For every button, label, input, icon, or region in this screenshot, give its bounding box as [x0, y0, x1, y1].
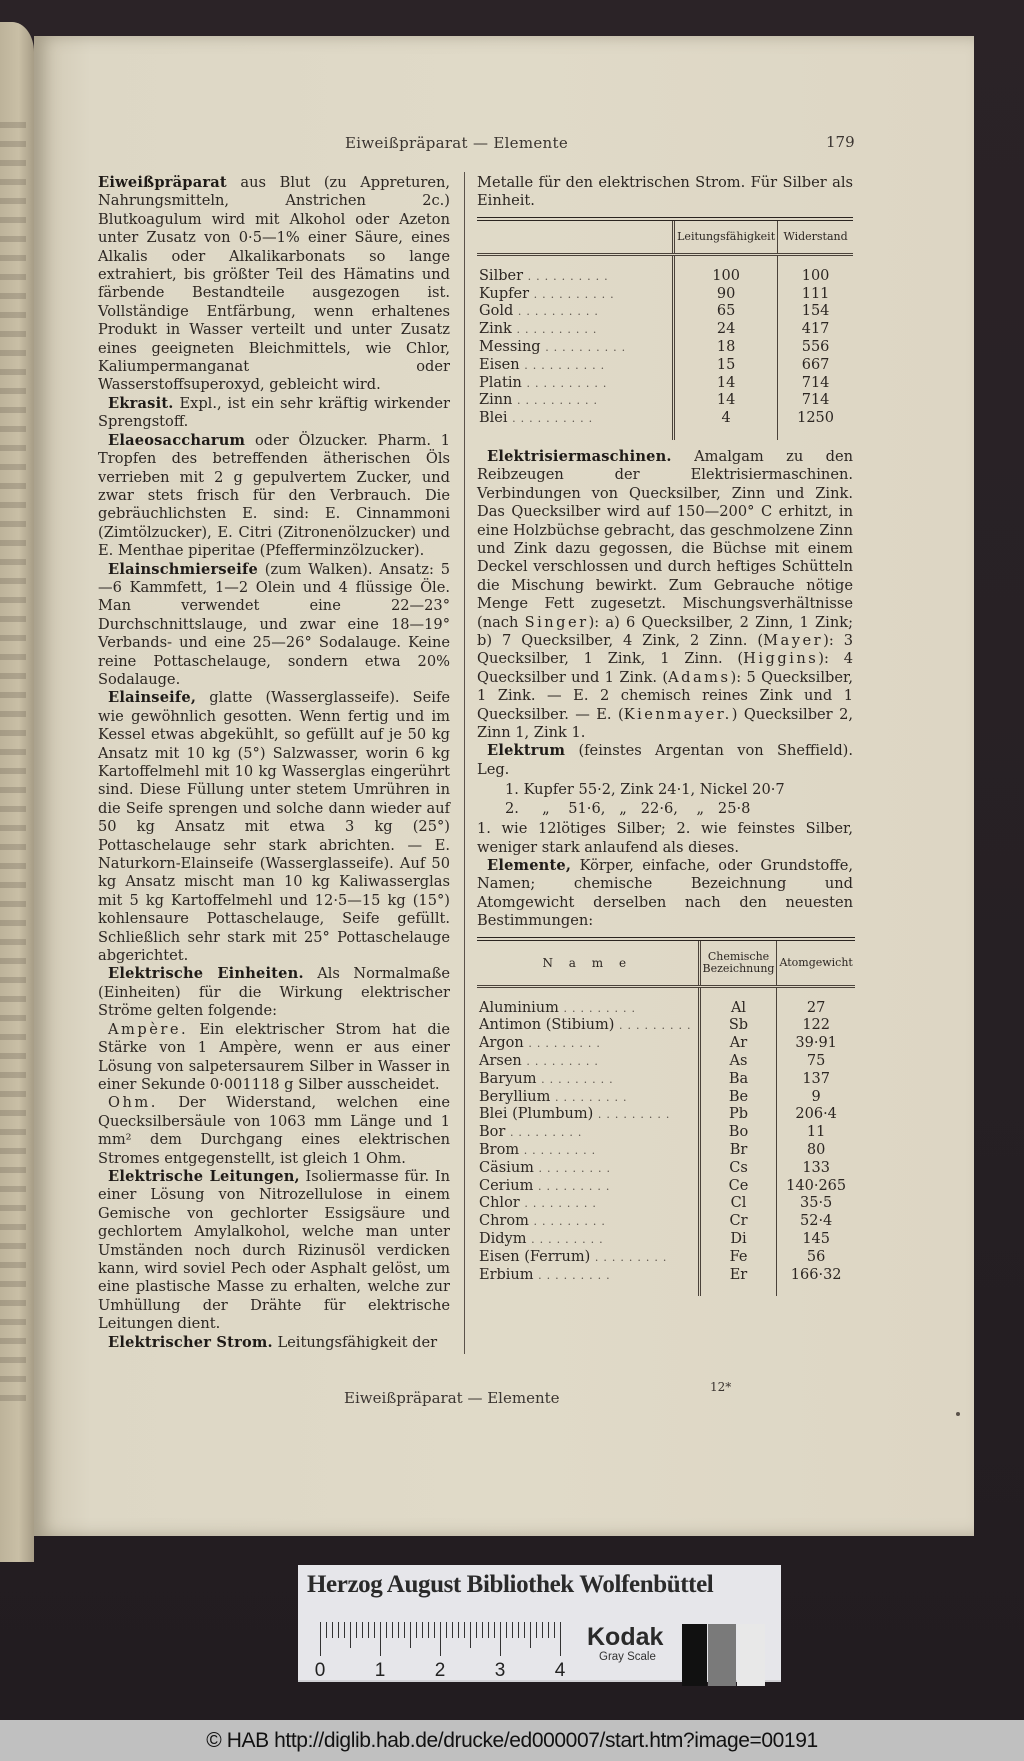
entry-text: ): 3 Quecksilber, 1 Zink, 1 Zinn. (	[477, 632, 853, 668]
metal-name: Eisen ..........	[479, 356, 610, 373]
table-row	[477, 1017, 855, 1035]
ruler-tick	[452, 1622, 453, 1638]
table-row	[477, 339, 853, 357]
table-row	[477, 1267, 855, 1297]
table-row	[477, 321, 853, 339]
entry-text: aus Blut (zu Appreturen, Nahrungsmitteln, Anstrichen 2c.) Blutkoagulum wird mit Alkohol oder Azeton unter Zusatz von 0·5—1% einer Säure, eines Alkalis oder Alkalikarbonats so lange extrahiert, bis größter Teil des Hämatins und färbende Bestandteile ausgezogen ist. Vollständige Entfärbung, wenn erhaltenes Produkt in Wasser verteilt und unter Zusatz eines geeigneten Bleichmittels, wie Chlor, Kaliumpermanganat oder Wasserstoffsuperoxyd, gebleicht wird.	[98, 174, 450, 394]
element-name: Antimon (Stibium) .........	[479, 1017, 696, 1034]
element-name: Baryum .........	[479, 1070, 618, 1087]
element-name: Beryllium .........	[479, 1088, 632, 1105]
element-name: Arsen .........	[479, 1052, 603, 1069]
ruler-tick	[320, 1622, 321, 1656]
entry-lemma: Elainschmierseife	[108, 560, 258, 578]
subentry-ohm	[98, 1094, 450, 1168]
column-divider	[464, 172, 465, 1354]
conductivity-value: 14	[674, 392, 778, 410]
ruler-tick	[494, 1622, 495, 1638]
table-header-name	[477, 219, 674, 255]
metal-name: Zinn ..........	[479, 392, 602, 409]
subentry-lemma: Ampère.	[108, 1020, 189, 1038]
atomic-weight: 9	[777, 1089, 855, 1107]
ruler-tick	[446, 1622, 447, 1638]
strom-continuation: Metalle für den elektrischen Strom. Für Silber als Einheit.	[477, 174, 853, 210]
author-name: Mayer	[763, 632, 824, 650]
atomic-weight: 137	[777, 1071, 855, 1089]
entry-text: glatte (Wasserglasseife). Seife wie gewöhnlich gesotten. Wenn fertig und im Kessel etwas abgekühlt, so gefüllt auf je 50 kg Ansatz mit 10 kg (5°) Salzwasser, worin 6 kg Kartoffelmehl mit 10 kg Wasserglas eingerührt sind. Diese Füllung unter stetem Umrühren in die Seife sprengen und solche dann wieder auf 50 kg Ansatz mit etwa 3 kg (25°) Pottaschelauge sehr stark abrichten. — E. Naturkorn-Elainseife (Wasserglasseife). Auf 50 kg Ansatz mischt man 10 kg Kaliwasserglas mit 5 kg Kartoffelmehl und 12·5—15 kg (15°) kohlensaure Pottaschelauge, Seife gefüllt. Schließlich sehr stark mit 25° Pottaschelauge abgerichtet.	[98, 689, 450, 965]
ruler-tick	[398, 1622, 399, 1638]
ruler-tick	[434, 1622, 435, 1638]
conductivity-value: 65	[674, 303, 778, 321]
resistance-value: 1250	[778, 410, 853, 440]
entry-elektrischer-strom	[98, 1334, 450, 1352]
ruler-tick	[392, 1622, 393, 1638]
element-symbol: Cr	[699, 1213, 777, 1231]
element-symbol: Cl	[699, 1195, 777, 1213]
ruler-tick	[554, 1622, 555, 1638]
element-name: Chlor .........	[479, 1195, 601, 1212]
entry-elektrische-einheiten	[98, 965, 450, 1020]
table-row	[477, 286, 853, 304]
signature-mark: 12*	[710, 1380, 732, 1394]
table-row	[477, 410, 853, 440]
elektrum-formulas	[477, 781, 853, 818]
entry-text: oder Ölzucker. Pharm. 1 Tropfen des betreffenden ätherischen Öls verrieben mit 2 g gepulvertem Zucker, und zwar stets frisch für den Verbrauch. Die gebräuchlichsten E. sind: E. Cinnammoni (Zimtölzucker), E. Citri (Zitronenölzucker) und E. Menthae piperitae (Pfefferminzölzucker).	[98, 431, 450, 560]
element-symbol: Cs	[699, 1160, 777, 1178]
gray-swatch-white	[737, 1624, 765, 1686]
ruler-tick	[536, 1622, 537, 1638]
resistance-value: 417	[778, 321, 853, 339]
table-row	[477, 1195, 855, 1213]
table-row	[477, 1178, 855, 1196]
element-name: Aluminium .........	[479, 999, 640, 1016]
entry-ekrasit	[98, 395, 450, 432]
element-name: Bor .........	[479, 1124, 587, 1141]
ruler-tick	[518, 1622, 519, 1638]
scale-ruler	[314, 1622, 566, 1682]
ruler-tick	[338, 1622, 339, 1638]
ruler-tick	[362, 1622, 363, 1638]
subentry-ampere	[98, 1021, 450, 1095]
subentry-lemma: Ohm.	[108, 1094, 158, 1112]
conductivity-value: 90	[674, 286, 778, 304]
element-name: Argon .........	[479, 1035, 605, 1052]
atomic-weight: 206·4	[777, 1106, 855, 1124]
resistance-value: 111	[778, 286, 853, 304]
entry-lemma: Elektrischer Strom.	[108, 1333, 273, 1351]
page-number: 179	[826, 133, 855, 151]
conductivity-table	[477, 217, 853, 440]
print-speck	[956, 1412, 960, 1416]
ruler-tick	[524, 1622, 525, 1638]
element-symbol: Pb	[699, 1106, 777, 1124]
ruler-label: 1	[374, 1660, 386, 1681]
element-symbol: Bo	[699, 1124, 777, 1142]
atomic-weight: 75	[777, 1053, 855, 1071]
gray-swatch-black	[682, 1624, 707, 1686]
kodak-logo: Kodak	[587, 1623, 664, 1651]
element-symbol: Di	[699, 1231, 777, 1249]
table-row	[477, 1142, 855, 1160]
ruler-tick	[404, 1622, 405, 1638]
ruler-tick	[386, 1622, 387, 1638]
ruler-tick	[506, 1622, 507, 1638]
element-symbol: Be	[699, 1089, 777, 1107]
element-symbol: Sb	[699, 1017, 777, 1035]
atomic-weight: 145	[777, 1231, 855, 1249]
ruler-label: 0	[314, 1660, 326, 1681]
facing-page-edge	[0, 22, 34, 1562]
conductivity-value: 4	[674, 410, 778, 440]
ruler-tick	[530, 1622, 531, 1648]
ruler-tick	[512, 1622, 513, 1638]
resistance-value: 714	[778, 375, 853, 393]
elements-table-body	[477, 986, 855, 1296]
table-row	[477, 1106, 855, 1124]
resistance-value: 667	[778, 357, 853, 375]
ruler-tick	[500, 1622, 501, 1656]
table-header-name: N a m e	[477, 939, 699, 987]
table-header-atomic-weight: Atomgewicht	[777, 939, 855, 987]
element-name: Didym .........	[479, 1230, 608, 1247]
element-name: Cäsium .........	[479, 1159, 615, 1176]
metal-name: Zink ..........	[479, 321, 602, 338]
entry-text: ): 4 Quecksilber und 1 Zink. (	[477, 650, 853, 686]
ruler-tick	[368, 1622, 369, 1638]
atomic-weight: 56	[777, 1249, 855, 1267]
ruler-tick	[374, 1622, 375, 1638]
entry-elemente	[477, 857, 853, 931]
atomic-weight: 27	[777, 986, 855, 1017]
atomic-weight: 122	[777, 1017, 855, 1035]
table-row	[477, 303, 853, 321]
entry-text: ): 5 Quecksilber, 1 Zink. — E. 2 chemisch reines Zink und 1 Quecksilber. — E. (	[477, 668, 853, 723]
entry-elektrisiermaschinen	[477, 448, 853, 743]
entry-lemma: Elektrische Einheiten.	[108, 965, 304, 983]
conductivity-value: 24	[674, 321, 778, 339]
metal-name: Gold ..........	[479, 303, 603, 320]
table-row	[477, 1249, 855, 1267]
atomic-weight: 166·32	[777, 1267, 855, 1297]
ruler-tick	[422, 1622, 423, 1638]
conductivity-table-body	[477, 254, 853, 440]
ruler-label: 4	[554, 1660, 566, 1681]
metal-name: Silber ..........	[479, 267, 613, 284]
running-head: Eiweißpräparat — Elemente	[345, 134, 569, 152]
entry-text: Ein elektrischer Strom hat die Stärke von 1 Ampère, wenn er aus einer Lösung von salpetersaurem Silber in Wasser in einer Sekunde 0·001118 g Silber ausscheidet.	[98, 1020, 450, 1093]
ruler-tick	[428, 1622, 429, 1638]
ruler-tick	[548, 1622, 549, 1638]
ruler-tick	[458, 1622, 459, 1638]
element-symbol: Ba	[699, 1071, 777, 1089]
facing-page-text-ghost	[0, 122, 26, 1402]
element-name: Brom .........	[479, 1141, 601, 1158]
entry-elainschmierseife	[98, 561, 450, 690]
entry-lemma: Elainseife,	[108, 689, 197, 707]
ruler-tick	[440, 1622, 441, 1656]
entry-lemma: Elemente,	[487, 856, 572, 874]
atomic-weight: 39·91	[777, 1035, 855, 1053]
entry-text: Als Normalmaße (Einheiten) für die Wirkung elektrischer Ströme gelten folgende:	[98, 965, 451, 1020]
ruler-tick	[542, 1622, 543, 1638]
ruler-tick	[326, 1622, 327, 1638]
entry-lemma: Elaeosaccharum	[108, 431, 246, 449]
entry-text: Amalgam zu den Reibzeugen der Elektrisiermaschinen. Verbindungen von Quecksilber, Zinn und Zink. Das Quecksilber wird auf 150—200° C erhitzt, in eine Holzbüchse gebracht, das geschmolzene Zinn und Zink dazu gegossen, die Büchse mit einem Deckel verschlossen und durch heftiges Schütteln die Mischung bewirkt. Zum Gebrauche nötige Menge Fett zugesetzt. Mischungsverhältnisse (nach	[477, 447, 853, 631]
ruler-tick	[332, 1622, 333, 1638]
ruler-tick	[560, 1622, 561, 1656]
resistance-value: 556	[778, 339, 853, 357]
table-row	[477, 392, 853, 410]
elements-table	[477, 937, 855, 1297]
author-name: Adams	[668, 668, 731, 686]
conductivity-value: 15	[674, 357, 778, 375]
resistance-value: 714	[778, 392, 853, 410]
table-row	[477, 1053, 855, 1071]
metal-name: Kupfer ..........	[479, 285, 619, 302]
formula-line: 2. „ 51·6, „ 22·6, „ 25·8	[505, 799, 751, 817]
entry-eiweisspraeparat	[98, 174, 450, 395]
ruler-tick	[356, 1622, 357, 1638]
entry-lemma: Ekrasit.	[108, 394, 174, 412]
entry-elektrum	[477, 742, 853, 779]
entry-text: ) Quecksilber 2, Zinn 1, Zink 1.	[477, 705, 853, 742]
library-name: Herzog August Bibliothek Wolfenbüttel	[307, 1571, 714, 1598]
entry-text: Expl., ist ein sehr kräftig wirkender Sprengstoff.	[98, 394, 450, 431]
table-row	[477, 1124, 855, 1142]
atomic-weight: 133	[777, 1160, 855, 1178]
table-row	[477, 1089, 855, 1107]
author-name: Higgins	[743, 650, 819, 668]
entry-elaeosaccharum	[98, 432, 450, 561]
gray-scale-label: Gray Scale	[599, 1651, 656, 1663]
author-name: Singer	[524, 613, 589, 631]
footer-head: Eiweißpräparat — Elemente	[344, 1389, 560, 1407]
elektrum-note: 1. wie 12lötiges Silber; 2. wie feinstes Silber, weniger stark anlaufend als dieses.	[477, 820, 853, 856]
entry-text: Leitungsfähigkeit der	[272, 1333, 438, 1351]
atomic-weight: 35·5	[777, 1195, 855, 1213]
table-row	[477, 1160, 855, 1178]
table-row	[477, 986, 855, 1017]
element-name: Erbium .........	[479, 1266, 615, 1283]
left-column	[98, 174, 450, 1352]
table-row	[477, 1035, 855, 1053]
element-symbol: Fe	[699, 1249, 777, 1267]
entry-elainseife	[98, 689, 450, 965]
ruler-tick	[380, 1622, 381, 1656]
element-symbol: Ce	[699, 1178, 777, 1196]
entry-text: Körper, einfache, oder Grundstoffe, Namen; chemische Bezeichnung und Atomgewicht derselben nach den neuesten Bestimmungen:	[477, 856, 853, 930]
metal-name: Messing ..........	[479, 339, 631, 355]
conductivity-value: 14	[674, 375, 778, 393]
table-row	[477, 357, 853, 375]
atomic-weight: 80	[777, 1142, 855, 1160]
table-row	[477, 254, 853, 285]
entry-elektrische-leitungen	[98, 1168, 450, 1334]
entry-text: Der Widerstand, welchen eine Quecksilbersäule von 1063 mm Länge und 1 mm² dem Durchgang eines elektrischen Stromes entgegenstellt, ist gleich 1 Ohm.	[98, 1094, 450, 1167]
ruler-tick	[464, 1622, 465, 1638]
atomic-weight: 140·265	[777, 1178, 855, 1196]
element-name: Cerium .........	[479, 1177, 615, 1194]
table-row	[477, 1231, 855, 1249]
table-header-conductivity: Leitungsfähigkeit	[674, 219, 778, 255]
ruler-label: 3	[494, 1660, 506, 1681]
formula-line: 1. Kupfer 55·2, Zink 24·1, Nickel 20·7	[505, 781, 785, 799]
table-header-symbol: Chemische Bezeichnung	[699, 939, 777, 987]
entry-text: ): a) 6 Quecksilber, 2 Zinn, 1 Zink; b) 7 Quecksilber, 4 Zink, 2 Zinn. (	[477, 613, 853, 650]
ruler-tick	[410, 1622, 411, 1648]
ruler-tick	[470, 1622, 471, 1648]
ruler-tick	[344, 1622, 345, 1638]
ruler-tick	[416, 1622, 417, 1638]
resistance-value: 100	[778, 254, 853, 285]
entry-lemma: Eiweißpräparat	[98, 174, 227, 191]
conductivity-value: 100	[674, 254, 778, 285]
metal-name: Platin ..........	[479, 374, 612, 391]
resistance-value: 154	[778, 303, 853, 321]
entry-text: (zum Walken). Ansatz: 5—6 Kammfett, 1—2 Olein und 4 flüssige Öle. Man verwendet eine 22—23° Durchschnittslauge, und zwar eine 18—19° Verbands- und eine 25—26° Sodalauge. Keine reine Pottaschelauge, sondern etwa 20% Sodalauge.	[98, 560, 450, 688]
entry-lemma: Elektrum	[487, 742, 566, 760]
ruler-label: 2	[434, 1660, 446, 1681]
element-name: Eisen (Ferrum) .........	[479, 1248, 672, 1265]
metal-name: Blei ..........	[479, 410, 598, 427]
ruler-tick	[350, 1622, 351, 1648]
table-row	[477, 375, 853, 393]
copyright-credit: © HAB http://diglib.hab.de/drucke/ed000007/start.htm?image=00191	[0, 1720, 1024, 1761]
conductivity-value: 18	[674, 339, 778, 357]
element-symbol: Ar	[699, 1035, 777, 1053]
element-symbol: As	[699, 1053, 777, 1071]
element-symbol: Al	[699, 986, 777, 1017]
ruler-tick	[488, 1622, 489, 1638]
right-column	[477, 174, 853, 1304]
table-row	[477, 1213, 855, 1231]
element-name: Blei (Plumbum) .........	[479, 1106, 675, 1123]
entry-lemma: Elektrische Leitungen,	[108, 1167, 300, 1185]
color-target-card	[298, 1565, 781, 1682]
element-symbol: Br	[699, 1142, 777, 1160]
gray-swatch-mid	[708, 1624, 736, 1686]
atomic-weight: 11	[777, 1124, 855, 1142]
element-name: Chrom .........	[479, 1213, 610, 1230]
entry-text: (feinstes Argentan von Sheffield). Leg.	[477, 742, 853, 778]
ruler-tick	[482, 1622, 483, 1638]
table-header-resistance: Widerstand	[778, 219, 853, 255]
table-row	[477, 1071, 855, 1089]
entry-lemma: Elektrisiermaschinen.	[487, 447, 672, 465]
atomic-weight: 52·4	[777, 1213, 855, 1231]
author-name: Kienmayer.	[623, 705, 732, 723]
entry-text: Isoliermasse für. In einer Lösung von Nitrozellulose in einem Gemische von gechlorter Essigsäure und gechlortem Amylalkohol, welche man unter Umständen noch durch Rizinusöl verdicken kann, wird soviel Pech oder Asphalt gelöst, um eine plastische Masse zu erhalten, welche zur Umhüllung der Drähte für elektrische Leitungen dient.	[98, 1167, 450, 1333]
element-symbol: Er	[699, 1267, 777, 1297]
ruler-tick	[476, 1622, 477, 1638]
